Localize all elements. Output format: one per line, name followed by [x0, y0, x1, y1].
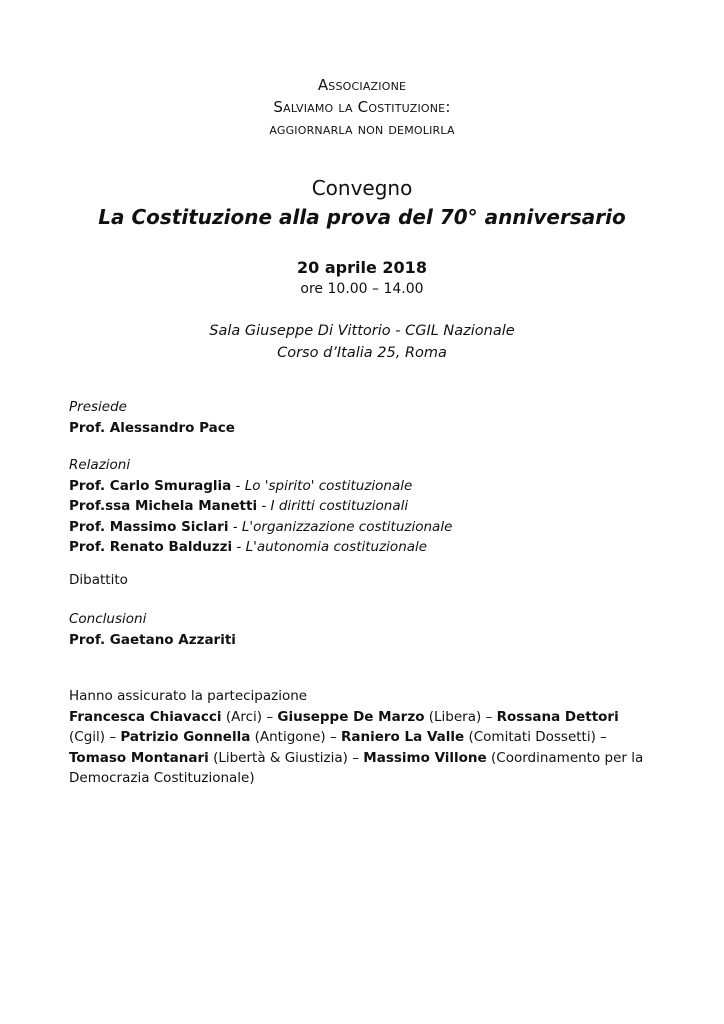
- venue-address: Corso d’Italia 25, Roma: [277, 345, 447, 361]
- relazione-item: [69, 517, 669, 538]
- relazioni-label: Relazioni: [69, 457, 131, 473]
- association-name: Associazione: [317, 76, 407, 94]
- relazione-item: [69, 537, 669, 558]
- relazioni-section: [69, 455, 669, 558]
- convegno-label: Convegno: [311, 176, 413, 200]
- association-header: [0, 74, 724, 140]
- speaker-name: Prof. Renato Balduzzi: [69, 539, 233, 555]
- dibattito-section: [69, 570, 669, 591]
- conclusioni-label: Conclusioni: [69, 611, 147, 627]
- talk-topic: - Lo 'spirito' costituzionale: [231, 477, 413, 494]
- participant-org: (Arci) –: [221, 708, 278, 725]
- conclusioni-name: Prof. Gaetano Azzariti: [69, 631, 236, 648]
- venue-hall: Sala Giuseppe Di Vittorio - CGIL Nazionale: [209, 323, 515, 339]
- participant-org: (Antigone) –: [250, 729, 341, 745]
- association-motto: aggiornarla non demolirla: [269, 120, 455, 138]
- participant-org: (Cgil) –: [69, 729, 121, 745]
- participant-org: (Comitati Dossetti) –: [464, 729, 607, 745]
- participant-name: Tomaso Montanari: [69, 749, 209, 766]
- participant-org: (Coordinamento per la Democrazia Costituzionale): [69, 749, 644, 786]
- event-date: 20 aprile 2018: [297, 258, 427, 277]
- partecipazione-section: [69, 686, 659, 789]
- date-block: [0, 256, 724, 299]
- event-time: ore 10.00 – 14.00: [300, 281, 424, 297]
- speaker-name: Prof. Massimo Siclari: [69, 518, 229, 535]
- talk-topic: - I diritti costituzionali: [257, 498, 409, 514]
- participant-name: Patrizio Gonnella: [120, 729, 251, 745]
- participant-org: (Libertà & Giustizia) –: [208, 749, 364, 766]
- presiede-section: [69, 397, 669, 438]
- convegno-title: La Costituzione alla prova del 70° anniversario: [98, 205, 626, 229]
- venue-block: [0, 320, 724, 364]
- participant-name: Francesca Chiavacci: [69, 708, 222, 725]
- talk-topic: - L'organizzazione costituzionale: [228, 518, 453, 535]
- conclusioni-section: [69, 609, 669, 650]
- participant-name: Massimo Villone: [363, 749, 487, 766]
- speaker-name: Prof.ssa Michela Manetti: [69, 498, 258, 514]
- relazione-item: [69, 476, 669, 497]
- association-subtitle: Salviamo la Costituzione:: [273, 98, 451, 116]
- convegno-block: [0, 174, 724, 232]
- participant-name: Giuseppe De Marzo: [277, 708, 425, 725]
- presiede-label: Presiede: [69, 399, 127, 415]
- participants-list: [69, 707, 659, 789]
- presiede-name: Prof. Alessandro Pace: [69, 419, 235, 436]
- partecipazione-label: Hanno assicurato la partecipazione: [69, 688, 308, 704]
- speaker-name: Prof. Carlo Smuraglia: [69, 477, 232, 494]
- relazione-item: [69, 496, 669, 517]
- participant-org: (Libera) –: [424, 708, 497, 725]
- participant-name: Rossana Dettori: [496, 708, 619, 725]
- participant-name: Raniero La Valle: [341, 729, 465, 745]
- dibattito-label: Dibattito: [69, 572, 128, 588]
- talk-topic: - L'autonomia costituzionale: [232, 539, 428, 555]
